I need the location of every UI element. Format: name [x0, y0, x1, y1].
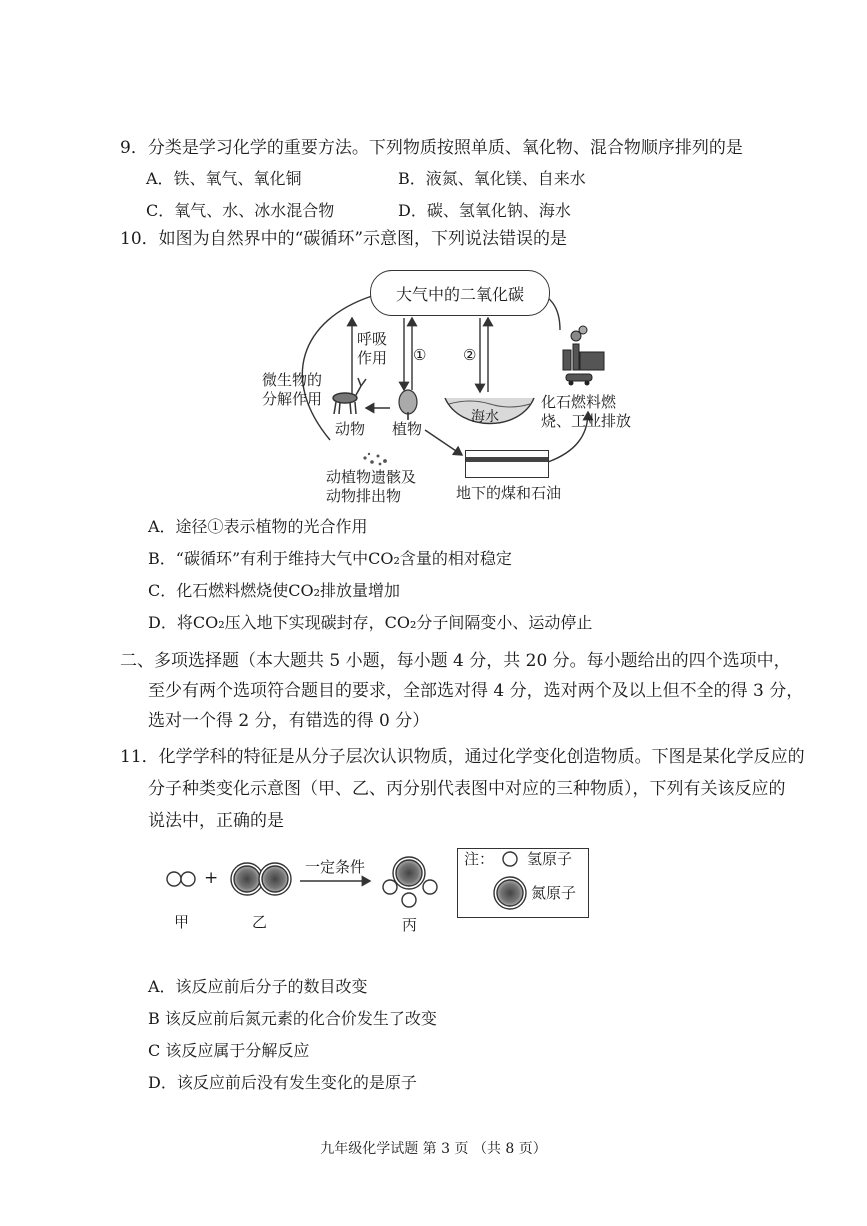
q10-option-c: C．化石燃料燃烧使CO₂排放量增加 — [148, 581, 401, 600]
section2-heading-line3: 选对一个得 2 分，有错选的得 0 分） — [148, 711, 430, 731]
legend-hydrogen-label: 氢原子 — [527, 850, 573, 868]
section2-heading-line2: 至少有两个选项符合题目的要求，全部选对得 4 分，选对两个及以上但不全的得 3 分， — [148, 681, 804, 701]
path1-label: ① — [413, 346, 427, 364]
q10-option-b: B．“碳循环”有利于维持大气中CO₂含量的相对稳定 — [148, 549, 512, 568]
atmosphere-co2-label: 大气中的二氧化碳 — [395, 284, 524, 304]
legend-nitrogen-label: 氮原子 — [531, 884, 577, 902]
q11-stem-line1: 11．化学学科的特征是从分子层次认识物质，通过化学变化创造物质。下图是某化学反应的 — [120, 747, 805, 767]
legend-note: 注： — [464, 850, 495, 868]
q9-option-b: B．液氮、氧化镁、自来水 — [398, 169, 586, 188]
seawater-label: 海水 — [471, 409, 499, 425]
q10-option-a: A．途径①表示植物的光合作用 — [148, 517, 368, 536]
path2-label: ② — [463, 346, 477, 364]
jia-label: 甲 — [174, 913, 190, 931]
yi-label: 乙 — [252, 913, 268, 931]
q9-option-a: A．铁、氧气、氧化铜 — [146, 169, 302, 188]
plus-sign: + — [204, 868, 219, 888]
plant-label: 植物 — [392, 420, 423, 438]
q9-option-c: C．氧气、水、冰水混合物 — [146, 201, 335, 220]
molecule-n2 — [231, 863, 291, 895]
molecule-nh3 — [383, 857, 437, 907]
bing-label: 丙 — [402, 916, 418, 934]
coal-label: 地下的煤和石油 — [456, 484, 562, 502]
q11-stem-line2: 分子种类变化示意图（甲、乙、丙分别代表图中对应的三种物质），下列有关该反应的 — [148, 779, 786, 799]
q10-stem: 10．如图为自然界中的“碳循环”示意图，下列说法错误的是 — [120, 229, 568, 249]
q11-stem-line3: 说法中，正确的是 — [148, 811, 284, 831]
microbe-label: 微生物的 分解作用 — [262, 371, 323, 408]
q11-option-d: D．该反应前后没有发生变化的是原子 — [148, 1073, 417, 1092]
respiration-label: 呼吸 作用 — [357, 330, 388, 367]
q11-option-b: B 该反应前后氮元素的化合价发生了改变 — [148, 1009, 437, 1028]
q10-option-d: D．将CO₂压入地下实现碳封存，CO₂分子间隔变小、运动停止 — [148, 613, 593, 632]
molecule-h2 — [167, 872, 195, 886]
q11-option-a: A．该反应前后分子的数目改变 — [148, 977, 368, 996]
q9-option-d: D．碳、氢氧化钠、海水 — [398, 201, 571, 220]
animal-label: 动物 — [335, 420, 366, 438]
q9-stem: 9．分类是学习化学的重要方法。下列物质按照单质、氧化物、混合物顺序排列的是 — [120, 138, 743, 158]
q11-option-c: C 该反应属于分解反应 — [148, 1041, 310, 1060]
remains-label: 动植物遗骸及 动物排出物 — [326, 468, 417, 505]
section2-heading-line1: 二、多项选择题（本大题共 5 小题，每小题 4 分，共 20 分。每小题给出的四个选项中， — [120, 651, 791, 671]
fossil-label: 化石燃料燃 烧、工业排放 — [541, 393, 632, 430]
condition-label: 一定条件 — [305, 858, 366, 876]
page-footer: 九年级化学试题 第 3 页 （共 8 页） — [320, 1141, 547, 1157]
